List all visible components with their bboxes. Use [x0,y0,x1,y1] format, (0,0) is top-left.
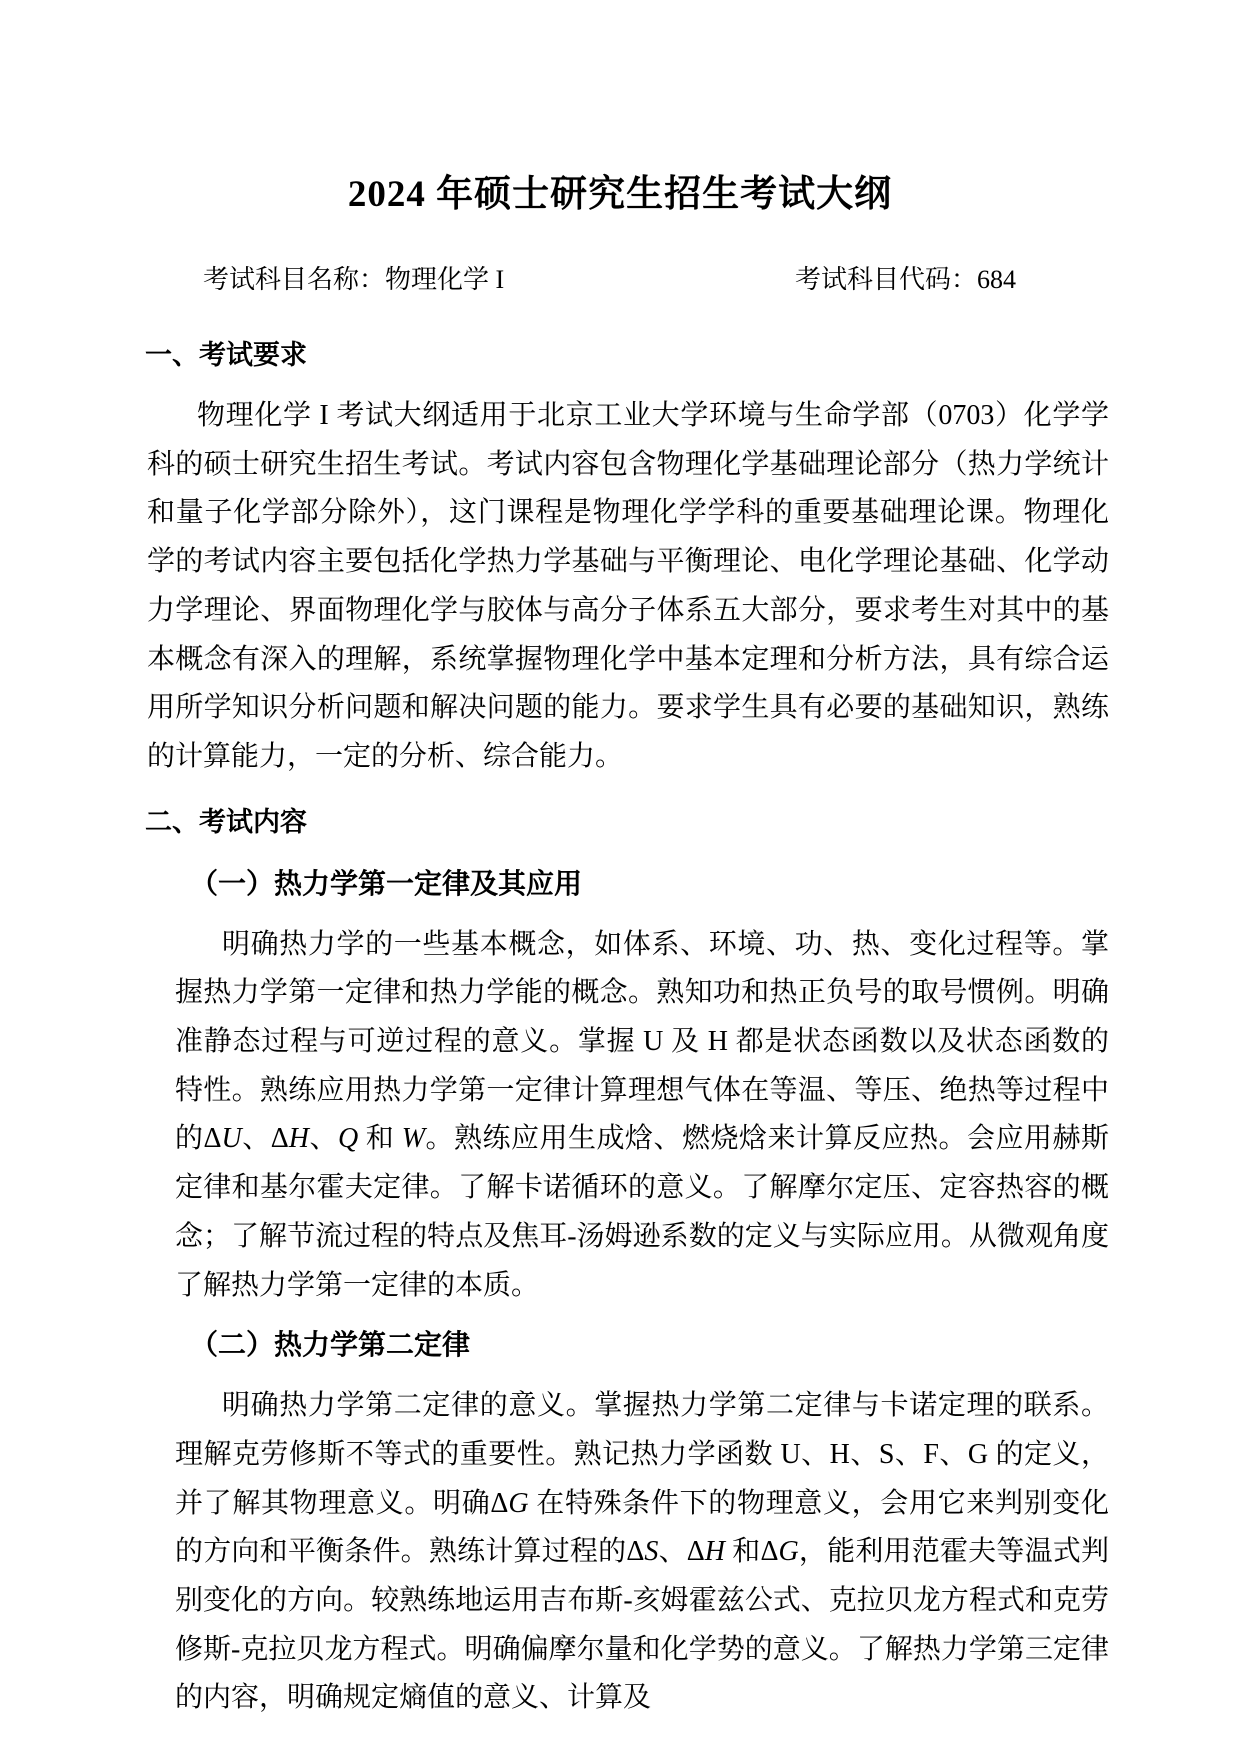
math-variable: H [704,1536,726,1568]
text-run: 在特殊条件下的物理意义，会用它来判别变化的方向和平衡条件。熟练计算过程的Δ [175,1487,1109,1568]
math-variable: Q [337,1123,359,1155]
text-run: ，能利用范霍夫等温式判别变化的方向。较熟练地运用吉布斯-亥姆霍兹公式、克拉贝龙方程式和克劳修斯-克拉贝龙方程式。明确偏摩尔量和化学势的意义。了解热力学第三定律的内容，明确规定熵值的意义、计算及 [175,1536,1109,1714]
exam-requirements-paragraph [147,392,1109,782]
text-run: 、 [308,1123,338,1155]
text-run: 、Δ [658,1536,705,1568]
math-variable: W [401,1123,426,1155]
section-exam-requirements-heading: 一、考试要求 [145,340,307,370]
math-variable: S [644,1536,659,1568]
text-run: 和Δ [725,1536,779,1568]
subject-info-row [0,263,1240,297]
second-law-paragraph [175,1382,1109,1723]
math-variable: G [778,1536,799,1568]
text-run: 。熟练应用生成焓、燃烧焓来计算反应热。会应用赫斯定律和基尔霍夫定律。了解卡诺循环的意义。了解摩尔定压、定容热容的概念；了解节流过程的特点及焦耳-汤姆逊系数的定义与实际应用。从微观角度了解热力学第一定律的本质。 [175,1123,1109,1301]
subject-name-label: 考试科目名称：物理化学 I [203,265,505,294]
first-law-paragraph [175,921,1109,1311]
page-title: 2024 年硕士研究生招生考试大纲 [347,174,893,215]
section-exam-content-heading: 二、考试内容 [145,806,307,837]
text-run: 物理化学 I 考试大纲适用于北京工业大学环境与生命学部（0703）化学学科的硕士研究生招生考试。考试内容包含物理化学基础理论部分（热力学统计和量子化学部分除外），这门课程是物理化学学科的重要基础理论课。物理化学的考试内容主要包括化学热力学基础与平衡理论、电化学理论基础、化学动力学理论、界面物理化学与胶体与高分子体系五大部分，要求考生对其中的基本概念有深入的理解，系统掌握物理化学中基本定理和分析方法，具有综合运用所学知识分析问题和解决问题的能力。要求学生具有必要的基础知识，熟练的计算能力，一定的分析、综合能力。 [147,400,1109,772]
math-variable: U [221,1123,242,1155]
subject-code-label: 考试科目代码：684 [795,265,1017,294]
text-run: 明确热力学第二定律的意义。掌握热力学第二定律与卡诺定理的联系。理解克劳修斯不等式的重要性。熟记热力学函数 U、H、S、F、G 的定义，并了解其物理意义。明确Δ [175,1390,1109,1519]
text-run: 和 [358,1123,402,1155]
math-variable: H [288,1123,309,1155]
subsection-second-law-heading: （二）热力学第二定律 [190,1329,471,1361]
text-run: 明确热力学的一些基本概念，如体系、环境、功、热、变化过程等。掌握热力学第一定律和热力学能的概念。熟知功和热正负号的取号惯例。明确准静态过程与可逆过程的意义。掌握 U 及 H 都是状态函数以及状态函数的特性。熟练应用热力学第一定律计算理想气体在等温、等压、绝热等过程中的Δ [175,928,1109,1155]
subsection-first-law-heading: （一）热力学第一定律及其应用 [190,867,583,899]
math-variable: G [508,1487,529,1519]
text-run: 、Δ [241,1123,289,1155]
